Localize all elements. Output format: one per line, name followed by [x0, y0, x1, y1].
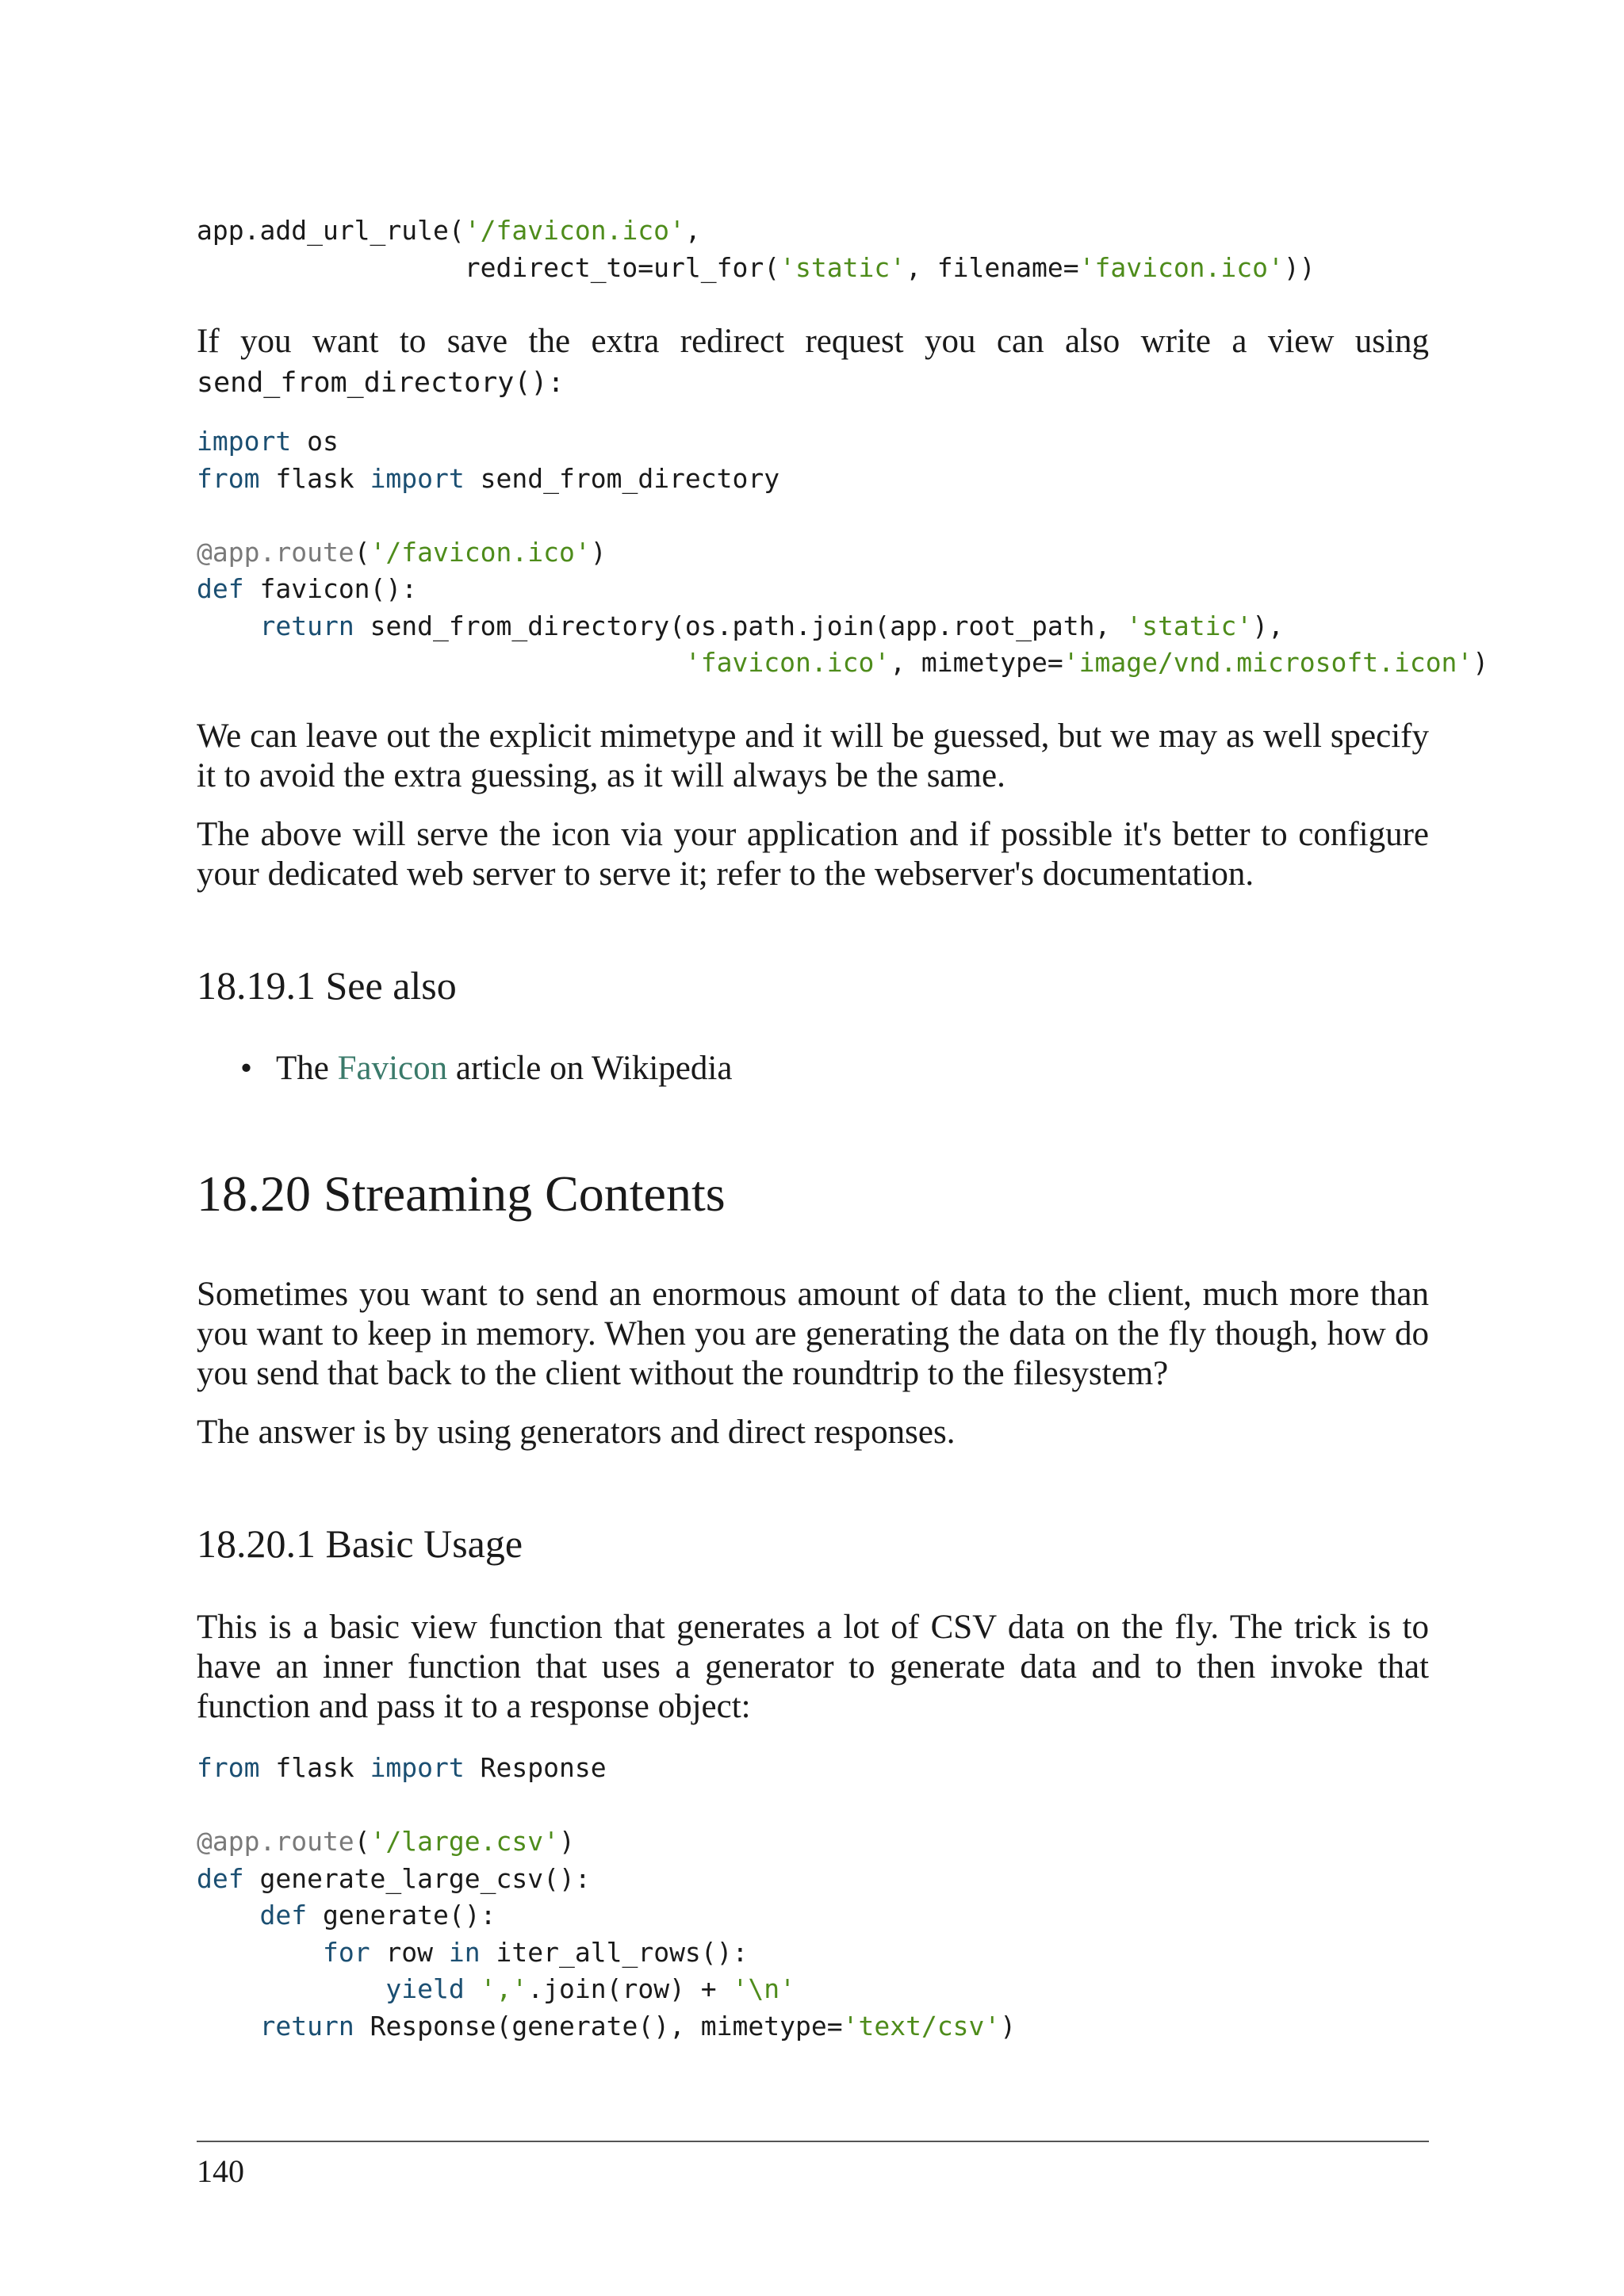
list-item: • The Favicon article on Wikipedia — [197, 1049, 1429, 1089]
paragraph-mimetype: We can leave out the explicit mimetype and it will be guessed, but we may as well specify it to avoid the extra guessing, as it will always be the same. — [197, 718, 1429, 794]
paragraph-serve-icon: The above will serve the icon via your application and if possible it's better to configure your dedicated web server to serve it; refer to the webserver's documentation. — [197, 816, 1429, 893]
code-block-favicon-view: import os from flask import send_from_directory @app.route('/favicon.ico') def favicon(): return send_from_directory(os.path.join(app.root_path, 'static'), 'favicon.ico', mimetype='image/vnd.microsoft.icon') — [197, 426, 1489, 678]
paragraph-basic-view: This is a basic view function that generates a lot of CSV data on the fly. The trick is to have an inner function that uses a generator to generate data and to then invoke that function and pass it to a response object: — [197, 1609, 1429, 1725]
inline-code-send-from-directory: send_from_directory(): — [197, 367, 565, 399]
paragraph-save-redirect: If you want to save the extra redirect request you can also write a view using send_from_directory(): — [197, 323, 1429, 399]
heading-streaming-contents: 18.20 Streaming Contents — [197, 1165, 726, 1222]
document-page — [197, 0, 1489, 2296]
favicon-wikipedia-link[interactable]: Favicon — [337, 1050, 448, 1087]
code-block-large-csv: from flask import Response @app.route('/large.csv') def generate_large_csv(): def generate(): for row in iter_all_rows(): yield ','.join(row) + '\n' return Response(generate(), mimetype='text/csv') — [197, 1752, 1017, 2042]
page-number: 140 — [197, 2153, 244, 2189]
paragraph-enormous-data: Sometimes you want to send an enormous amount of data to the client, much more than you want to keep in memory. When you are generating the data on the fly though, how do you send that back to the client without the roundtrip to the filesystem? — [197, 1276, 1429, 1392]
paragraph-generators: The answer is by using generators and direct responses. — [197, 1414, 956, 1451]
see-also-list — [197, 1049, 1429, 1089]
heading-basic-usage: 18.20.1 Basic Usage — [197, 1521, 523, 1566]
heading-see-also: 18.19.1 See also — [197, 963, 457, 1008]
code-block-favicon-redirect: app.add_url_rule('/favicon.ico', redirect_to=url_for('static', filename='favicon.ico')) — [197, 215, 1316, 283]
footer-rule — [197, 2141, 1429, 2142]
